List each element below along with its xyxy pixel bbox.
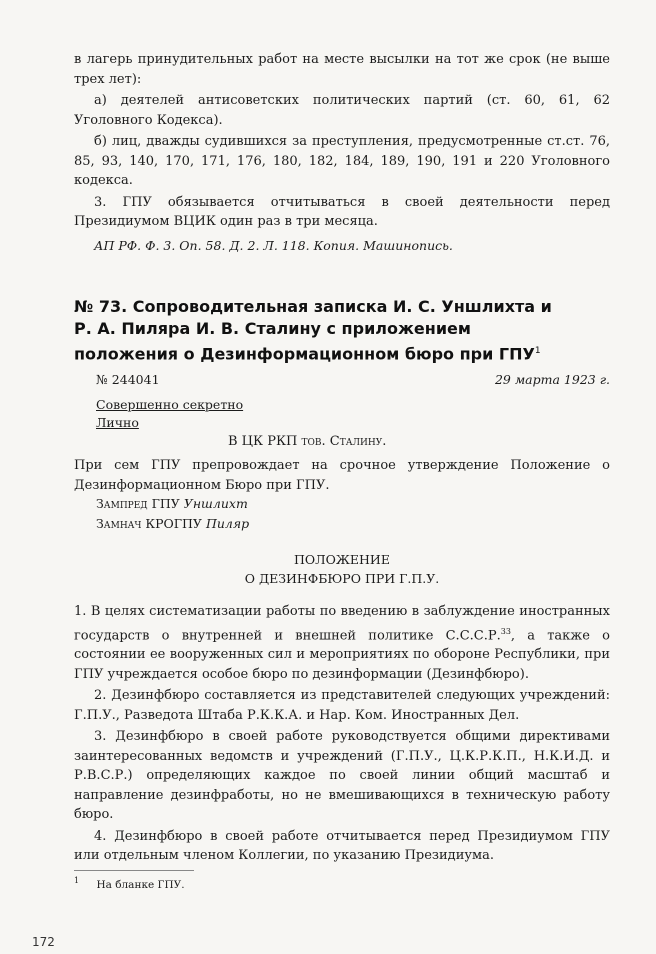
classification-secret: Совершенно секретно [96,397,244,412]
document-title-block [74,296,574,365]
signature-1-name: Уншлихт [183,496,248,511]
cover-note-text: При сем ГПУ препровождает на срочное утверждение Положение о Дезинформационном Бюро при ГПУ. [74,458,610,493]
classification-personal: Лично [96,415,139,430]
paragraph-3: 3. ГПУ обязывается отчитываться в своей деятельности перед Президиумом ВЦИК один раз в три месяца. [74,194,610,229]
archive-source: АП РФ. Ф. 3. Оп. 58. Д. 2. Л. 118. Копия. Машинопись. [94,237,453,253]
regulation-heading [74,550,610,588]
signature-2: Замнач КРОГПУ Пиляр [96,516,250,531]
title-footnote-mark: 1 [534,346,541,356]
regulation-point-1: 1. В целях систематизации работы по введению в заблуждение иностранных государств о внутренней и внешней политике С.С.С.Р.$^{33}$, а также о состоянии ее вооруженных сил и мероприятиях по обороне Республики, при ГПУ учреждается особое бюро по дезинформации (Дезинфбюро). [74,604,610,682]
cover-note-body [74,456,610,495]
signature-1: Зампред ГПУ Уншлихт [96,496,248,511]
addressee: В ЦК РКП тов. Сталину. [228,434,387,449]
paragraph-a: а) деятелей антисоветских политических партий (ст. 60, 61, 62 Уголовного Кодекса). [74,93,610,128]
document-number: № 244041 [96,372,160,387]
document-date: 29 марта 1923 г. [494,372,610,387]
paragraph-intro: в лагерь принудительных работ на месте высылки на тот же срок (не выше трех лет): [74,52,610,87]
footnote-text: На бланке ГПУ. [96,878,185,891]
regulation-heading-2: О ДЕЗИНФБЮРО ПРИ Г.П.У. [244,571,440,586]
regulation-heading-1: ПОЛОЖЕНИЕ [294,552,390,567]
regulation-point-3: 3. Дезинфбюро в своей работе руководствуется общими директивами заинтересованных ведомств и учреждений (Г.П.У., Ц.К.Р.К.П., Н.К.И.Д. и Р.В.С.Р.) определяющих каждое по своей линии общий масштаб и направление дезинфработы, но не вмешивающихся в техническую работу бюро. [74,729,610,823]
regulation-point-2: 2. Дезинфбюро составляется из представителей следующих учреждений: Г.П.У., Разведота Штаба Р.К.К.А. и Нар. Ком. Иностранных Дел. [74,688,610,723]
document-title: № 73. Сопроводительная записка И. С. Уншлихта и Р. А. Пиляра И. В. Сталину с приложением положения о Дезинформационном бюро при ГПУ$^1$ [74,297,552,364]
page-number: 172 [32,935,55,949]
previous-document-tail [74,50,610,253]
footnote [74,876,185,891]
paragraph-b: б) лиц, дважды судившихся за преступления, предусмотренные ст.ст. 76, 85, 93, 140, 170, 171, 176, 180, 182, 184, 189, 190, 191 и 220 Уголовного кодекса. [74,134,610,188]
footnote-mark: 1 [74,876,80,885]
signature-2-name: Пиляр [205,516,250,531]
regulation-body [74,602,610,866]
regulation-point-4: 4. Дезинфбюро в своей работе отчитывается перед Президиумом ГПУ или отдельным членом Коллегии, по указанию Президиума. [74,828,610,864]
footnote-divider [74,870,194,871]
footnote-mark-33: 33 [500,626,511,636]
